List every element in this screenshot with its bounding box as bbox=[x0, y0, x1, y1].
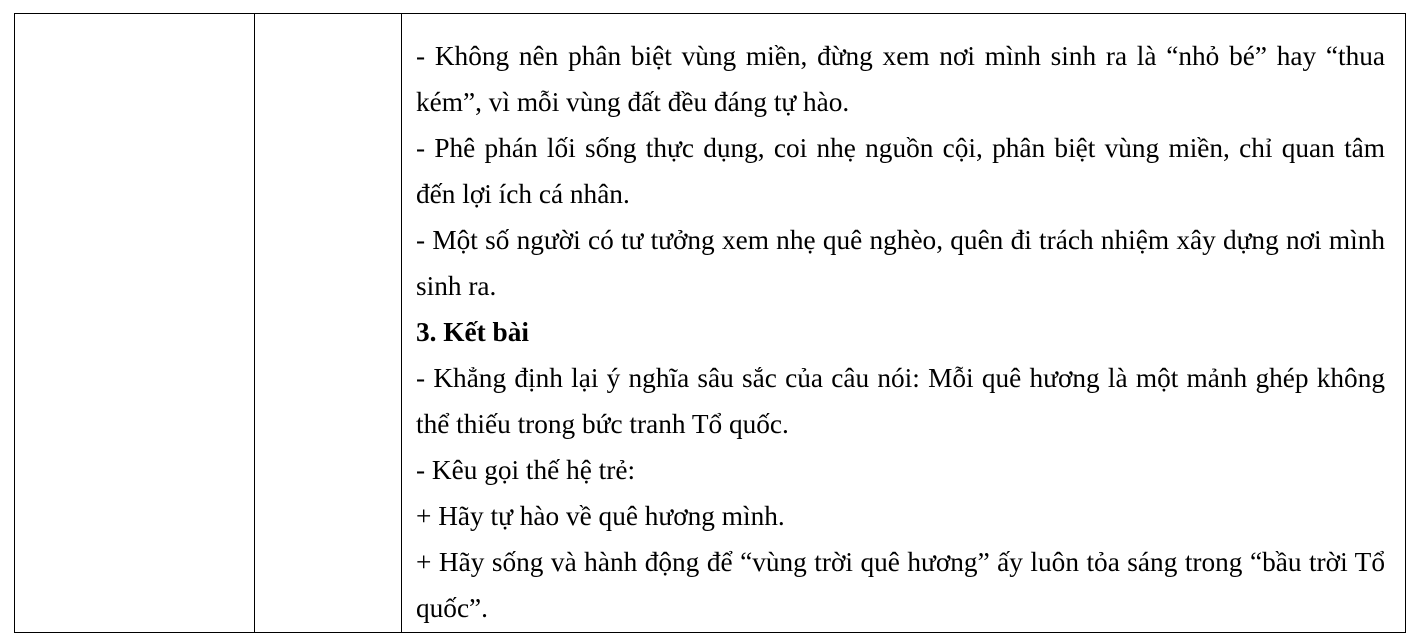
document-table bbox=[14, 13, 1406, 633]
paragraph-some-people-look-down: - Một số người có tư tưởng xem nhẹ quê nghèo, quên đi trách nhiệm xây dựng nơi mình sinh ra. bbox=[416, 225, 1385, 301]
paragraph-criticize-pragmatism: - Phê phán lối sống thực dụng, coi nhẹ nguồn cội, phân biệt vùng miền, chỉ quan tâm đến lợi ích cá nhân. bbox=[416, 133, 1385, 209]
empty-cell-second-column bbox=[255, 14, 402, 633]
paragraph-affirm-meaning: - Khẳng định lại ý nghĩa sâu sắc của câu nói: Mỗi quê hương là một mảnh ghép không thể thiếu trong bức tranh Tổ quốc. bbox=[416, 363, 1385, 439]
paragraph-no-regional-discrimination: - Không nên phân biệt vùng miền, đừng xem nơi mình sinh ra là “nhỏ bé” hay “thua kém”, vì mỗi vùng đất đều đáng tự hào. bbox=[416, 41, 1385, 117]
paragraph-call-young-generation: - Kêu gọi thế hệ trẻ: bbox=[416, 455, 636, 485]
content-body bbox=[416, 33, 1385, 631]
section-heading-conclusion: 3. Kết bài bbox=[416, 317, 529, 347]
paragraph-be-proud: + Hãy tự hào về quê hương mình. bbox=[416, 501, 785, 531]
table-row bbox=[15, 14, 1406, 633]
empty-cell-first-column bbox=[15, 14, 255, 633]
paragraph-live-and-act: + Hãy sống và hành động để “vùng trời quê hương” ấy luôn tỏa sáng trong “bầu trời Tổ quốc”. bbox=[416, 547, 1385, 623]
content-cell bbox=[402, 14, 1406, 633]
